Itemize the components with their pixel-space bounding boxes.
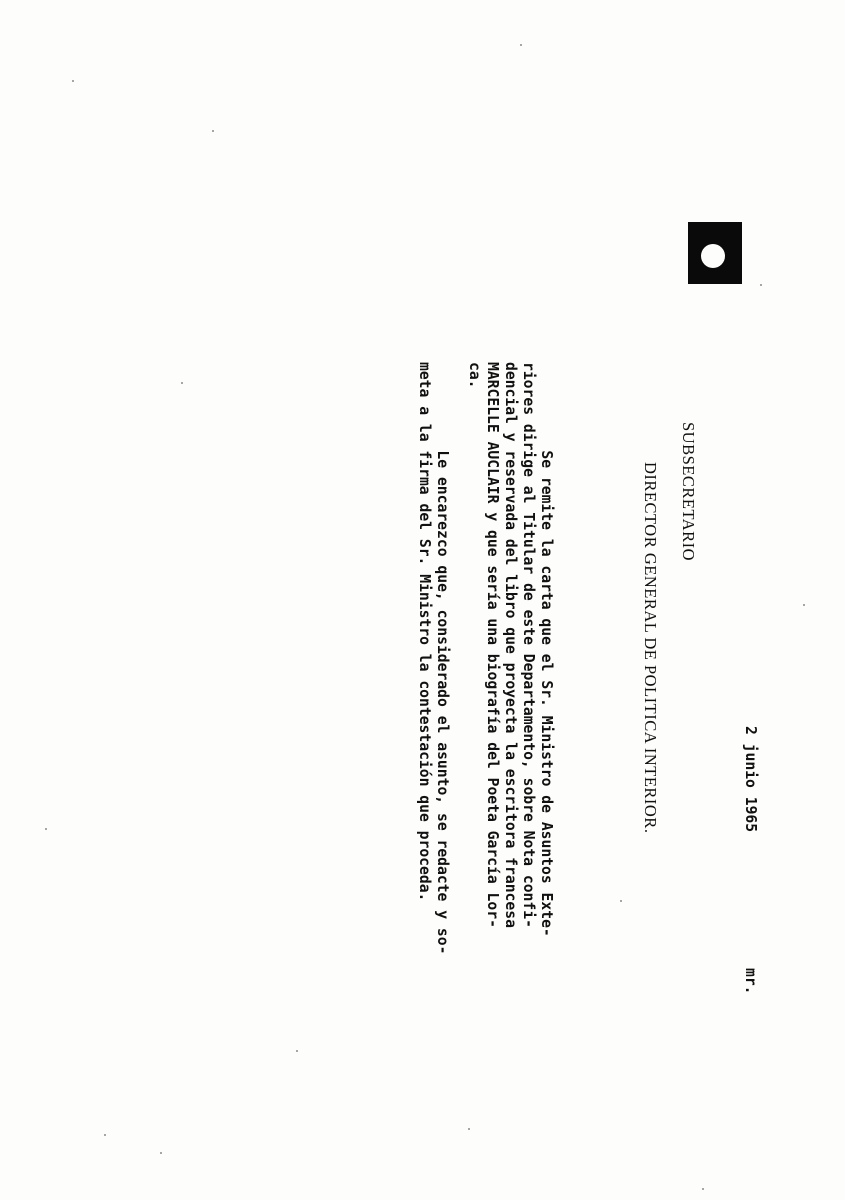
scan-speck [803, 604, 805, 606]
body-p2-line2: meta a la firma del Sr. Ministro la contestación que proceda. [416, 362, 433, 902]
scan-speck [760, 284, 762, 286]
body-p1-line1: Se remite la carta que el Sr. Ministro de Asuntos Exte- [538, 362, 555, 937]
scan-speck [702, 1188, 704, 1190]
recipient-line: DIRECTOR GENERAL DE POLITICA INTERIOR. [641, 462, 660, 834]
body-p2-line1: Le encarezco que, considerado el asunto, se redacte y so- [434, 362, 451, 955]
scan-speck [72, 80, 74, 82]
body-p1-line2: riores dirige al Titular de este Departamento, sobre Nota confi- [520, 362, 537, 928]
scan-speck [45, 828, 47, 830]
letter-date: 2 junio 1965 [742, 726, 759, 833]
scan-speck [160, 1152, 162, 1154]
typist-initials: mr. [742, 968, 759, 995]
scan-speck [104, 1134, 106, 1136]
scan-speck [520, 44, 522, 46]
body-p1-line3: dencial y reservada del libro que proyecta la escritora francesa [502, 362, 519, 928]
punch-hole-mark [688, 222, 742, 284]
body-p1-line5: ca. [466, 362, 483, 389]
sender-line: SUBSECRETARIO [679, 422, 698, 562]
scan-speck [296, 1050, 298, 1052]
body-p1-line4: MARCELLE AUCLAIR y que sería una biografía del Poeta García Lor- [484, 362, 501, 928]
scan-speck [468, 1128, 470, 1130]
punch-hole [701, 244, 725, 268]
scan-speck [212, 130, 214, 132]
scan-speck [620, 900, 622, 902]
scan-speck [181, 382, 183, 384]
